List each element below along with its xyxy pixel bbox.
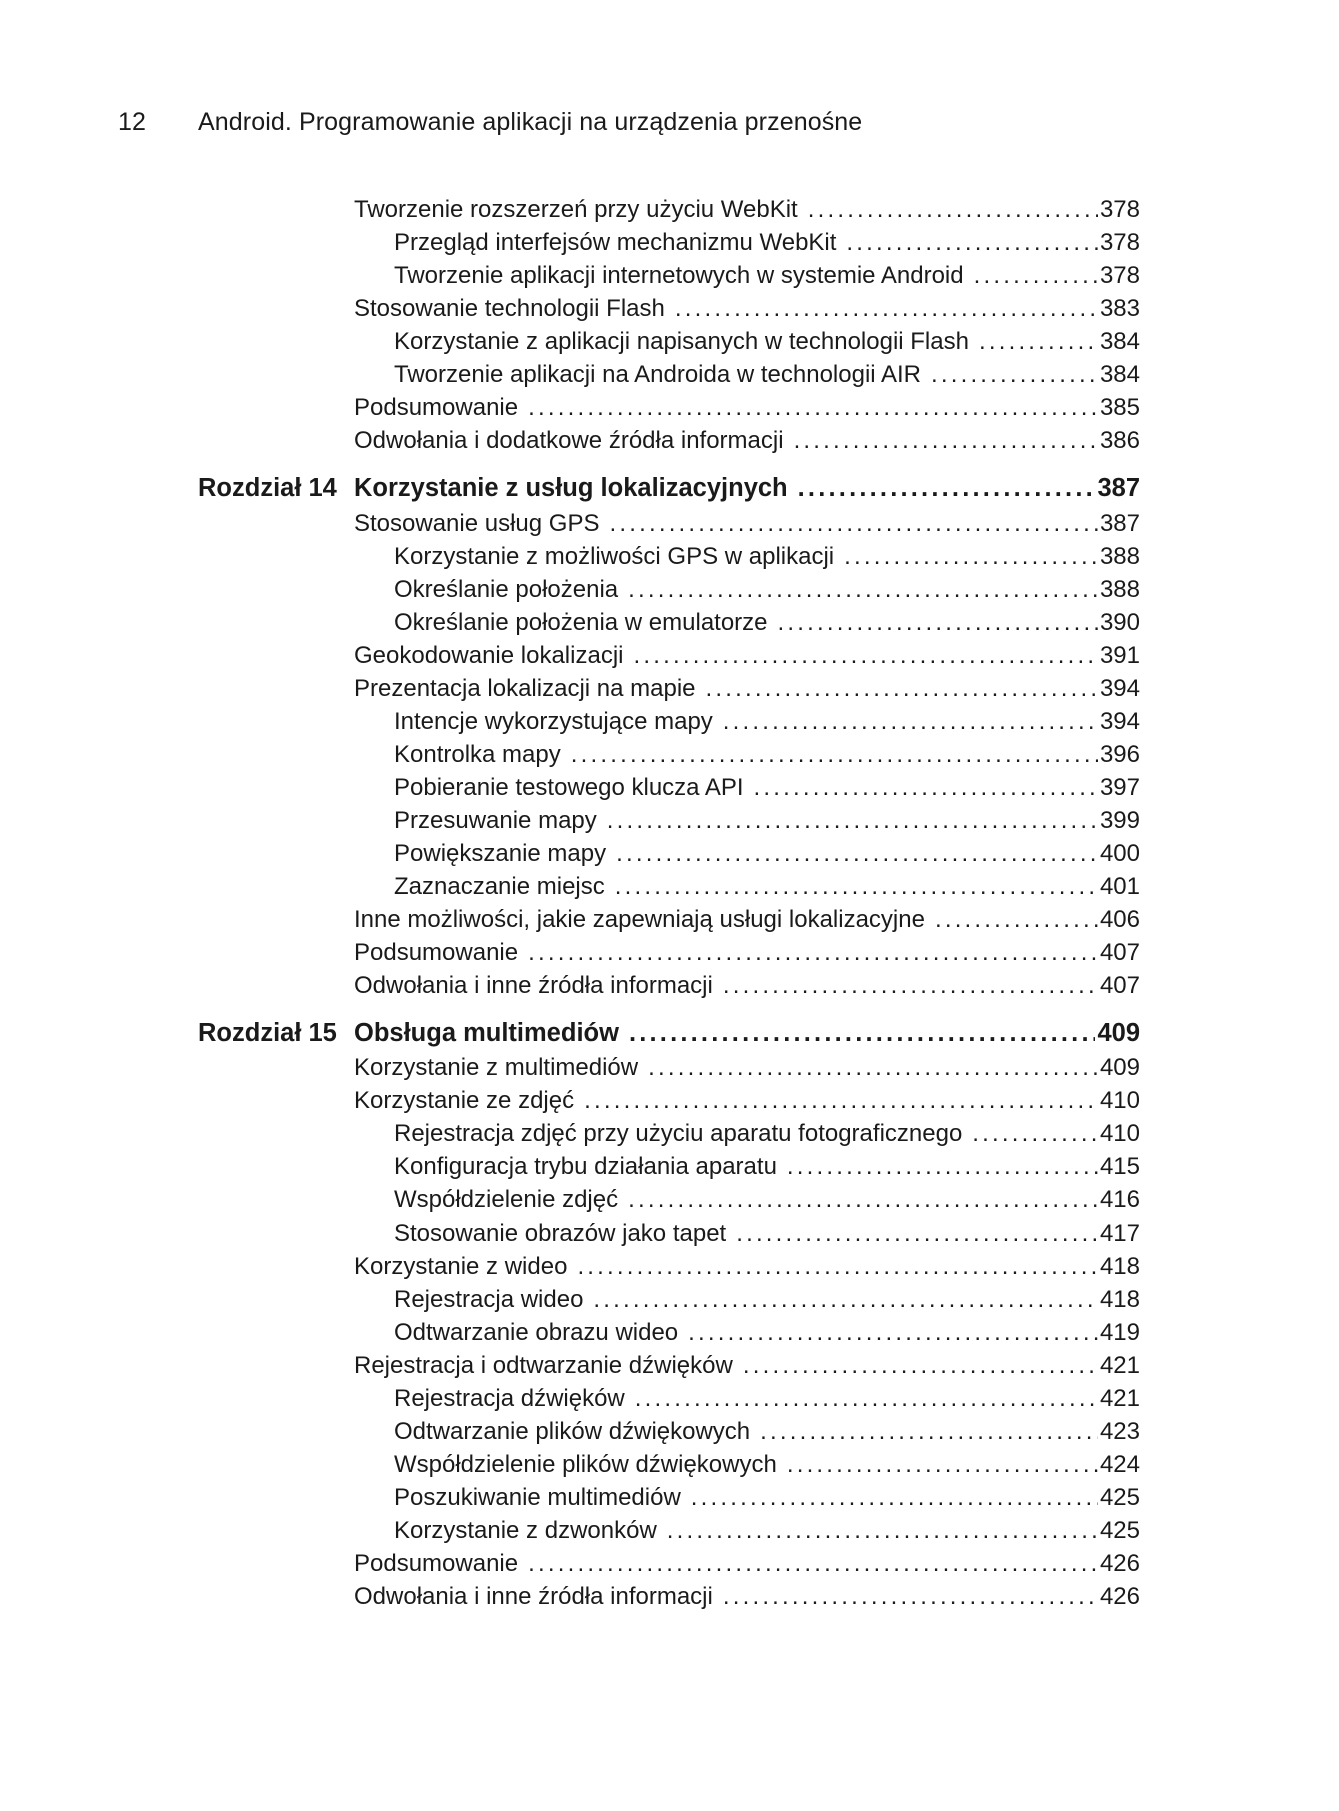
entry-page-number: 383 [1099, 295, 1140, 323]
dot-leader [648, 1051, 1098, 1085]
running-head [118, 108, 862, 137]
entry-title: Odtwarzanie plików dźwiękowych [394, 1417, 751, 1445]
dot-leader [635, 1382, 1098, 1416]
toc-entry-line [394, 1514, 1140, 1548]
entry-page-number: 425 [1099, 1483, 1140, 1511]
dot-leader [628, 1183, 1098, 1217]
entry-title: Określanie położenia [394, 575, 619, 603]
entry-title: Rejestracja i odtwarzanie dźwięków [354, 1351, 733, 1379]
entry-page-number: 387 [1097, 474, 1140, 503]
toc-entry-line [394, 1150, 1140, 1184]
dot-leader [760, 1415, 1098, 1449]
toc-entry [0, 424, 1339, 458]
entry-page-number: 388 [1099, 575, 1140, 603]
toc-entry [0, 1150, 1339, 1184]
dot-leader [743, 1349, 1098, 1383]
dot-leader [607, 804, 1098, 838]
dot-leader [528, 1547, 1098, 1581]
chapter-label: Rozdział 15 [198, 1019, 337, 1048]
toc-entry [0, 804, 1339, 838]
toc-entry-line [394, 1382, 1140, 1416]
toc-entry [0, 705, 1339, 739]
toc-entry-line [394, 837, 1140, 871]
chapter-label: Rozdział 14 [198, 474, 337, 503]
entry-page-number: 425 [1099, 1516, 1140, 1544]
toc-entry [0, 936, 1339, 970]
dot-leader [778, 606, 1098, 640]
entry-title: Obsługa multimediów [354, 1019, 619, 1048]
toc-entry-line [354, 1349, 1140, 1383]
entry-page-number: 401 [1099, 873, 1140, 900]
dot-leader [628, 573, 1098, 607]
dot-leader [616, 837, 1098, 871]
dot-leader [691, 1481, 1098, 1515]
entry-title: Stosowanie technologii Flash [354, 295, 665, 323]
entry-page-number: 417 [1099, 1219, 1140, 1247]
entry-page-number: 423 [1099, 1417, 1140, 1445]
entry-title: Określanie położenia w emulatorze [394, 608, 768, 636]
dot-leader [723, 1580, 1098, 1614]
entry-page-number: 394 [1099, 707, 1140, 735]
dot-leader [615, 870, 1098, 904]
toc-entry [0, 1250, 1339, 1284]
dot-leader [972, 1117, 1098, 1151]
toc-entry [0, 292, 1339, 326]
toc-entry [0, 738, 1339, 772]
toc-entry [0, 1051, 1339, 1085]
entry-title: Odwołania i inne źródła informacji [354, 972, 713, 1000]
entry-page-number: 385 [1099, 394, 1140, 422]
toc-entry [0, 540, 1339, 574]
entry-page-number: 399 [1099, 806, 1140, 834]
entry-title: Tworzenie aplikacji internetowych w systemie Android [394, 262, 964, 290]
toc-entry-line [394, 1448, 1140, 1482]
entry-title: Przegląd interfejsów mechanizmu WebKit [394, 229, 837, 257]
toc-entry-line [354, 1051, 1140, 1085]
toc-entry [0, 606, 1339, 640]
entry-title: Współdzielenie zdjęć [394, 1186, 619, 1214]
dot-leader [935, 903, 1098, 937]
entry-title: Stosowanie usług GPS [354, 509, 600, 537]
entry-title: Współdzielenie plików dźwiękowych [394, 1450, 777, 1478]
entry-title: Podsumowanie [354, 1550, 519, 1577]
dot-leader [723, 969, 1098, 1003]
toc-entry [0, 969, 1339, 1003]
page-number: 12 [118, 108, 147, 136]
toc-entry [0, 1547, 1339, 1581]
entry-title: Konfiguracja trybu działania aparatu [394, 1153, 777, 1181]
entry-title: Prezentacja lokalizacji na mapie [354, 674, 696, 702]
entry-page-number: 407 [1099, 972, 1140, 1000]
toc-entry-line [394, 259, 1140, 293]
entry-title: Tworzenie rozszerzeń przy użyciu WebKit [354, 196, 798, 223]
toc-entry [0, 1415, 1339, 1449]
entry-page-number: 378 [1099, 229, 1140, 257]
entry-title: Korzystanie ze zdjęć [354, 1087, 575, 1115]
entry-page-number: 410 [1099, 1087, 1140, 1115]
entry-title: Zaznaczanie miejsc [394, 873, 605, 900]
entry-page-number: 409 [1097, 1019, 1140, 1048]
toc-entry [0, 1217, 1339, 1251]
toc-entry-line [394, 738, 1140, 772]
chapter-heading [0, 1016, 1339, 1050]
entry-title: Rejestracja wideo [394, 1285, 584, 1313]
toc-entry-line [394, 705, 1140, 739]
dot-leader [528, 936, 1098, 970]
toc-entry-line [354, 471, 1140, 505]
toc-entry [0, 1580, 1339, 1614]
entry-page-number: 416 [1099, 1186, 1140, 1214]
toc-entry-line [354, 507, 1140, 541]
entry-title: Inne możliwości, jakie zapewniają usługi lokalizacyjne [354, 906, 925, 933]
entry-page-number: 388 [1099, 542, 1140, 570]
dot-leader [931, 358, 1098, 392]
dot-leader [974, 259, 1098, 293]
entry-page-number: 424 [1099, 1450, 1140, 1478]
dot-leader [706, 672, 1098, 706]
dot-leader [675, 292, 1098, 326]
toc-entry-line [394, 1283, 1140, 1317]
entry-page-number: 406 [1099, 906, 1140, 933]
toc-entry-line [394, 606, 1140, 640]
dot-leader [577, 1250, 1098, 1284]
toc-entry [0, 1349, 1339, 1383]
dot-leader [593, 1283, 1098, 1317]
toc-entry [0, 1117, 1339, 1151]
entry-page-number: 384 [1099, 361, 1140, 389]
toc-entry-line [394, 804, 1140, 838]
dot-leader [723, 705, 1098, 739]
book-title: Android. Programowanie aplikacji na urządzenia przenośne [198, 108, 863, 136]
entry-title: Intencje wykorzystujące mapy [394, 707, 713, 735]
entry-title: Podsumowanie [354, 939, 519, 967]
entry-title: Kontrolka mapy [394, 740, 561, 768]
toc-entry [0, 1183, 1339, 1217]
chapter-heading [0, 471, 1339, 505]
toc-entry [0, 1481, 1339, 1515]
toc-entry [0, 507, 1339, 541]
dot-leader [633, 639, 1097, 673]
entry-page-number: 384 [1099, 328, 1140, 356]
dot-leader [844, 540, 1098, 574]
entry-page-number: 390 [1099, 608, 1140, 636]
dot-leader [798, 471, 1096, 505]
dot-leader [688, 1316, 1098, 1350]
toc-entry-line [354, 672, 1140, 706]
toc-entry-line [354, 1547, 1140, 1581]
dot-leader [787, 1150, 1098, 1184]
toc-entry-line [354, 936, 1140, 970]
dot-leader [629, 1016, 1096, 1050]
entry-page-number: 400 [1099, 839, 1140, 867]
entry-title: Korzystanie z wideo [354, 1252, 568, 1280]
entry-title: Rejestracja zdjęć przy użyciu aparatu fotograficznego [394, 1120, 963, 1148]
dot-leader [787, 1448, 1098, 1482]
toc-entry [0, 226, 1339, 260]
toc-entry-line [394, 1217, 1140, 1251]
entry-page-number: 415 [1099, 1153, 1140, 1181]
entry-title: Rejestracja dźwięków [394, 1384, 625, 1412]
toc-entry-line [394, 1481, 1140, 1515]
entry-page-number: 409 [1099, 1054, 1140, 1082]
dot-leader [979, 325, 1098, 359]
toc-entry-line [394, 573, 1140, 607]
entry-page-number: 394 [1099, 674, 1140, 702]
entry-page-number: 396 [1099, 740, 1140, 768]
toc-entry [0, 358, 1339, 392]
toc-entry [0, 1316, 1339, 1350]
toc-entry-line [354, 1016, 1140, 1050]
toc-entry-line [394, 358, 1140, 392]
toc-entry-line [354, 391, 1140, 425]
dot-leader [584, 1084, 1098, 1118]
toc-entry [0, 870, 1339, 904]
toc-entry [0, 771, 1339, 805]
toc-entry [0, 639, 1339, 673]
toc-entry [0, 1514, 1339, 1548]
toc-entry-line [394, 1183, 1140, 1217]
entry-page-number: 391 [1099, 641, 1140, 669]
entry-title: Przesuwanie mapy [394, 806, 597, 834]
entry-title: Odwołania i dodatkowe źródła informacji [354, 427, 784, 455]
dot-leader [609, 507, 1097, 541]
entry-page-number: 418 [1099, 1252, 1140, 1280]
entry-title: Korzystanie z dzwonków [394, 1516, 657, 1544]
entry-title: Powiększanie mapy [394, 839, 607, 867]
entry-page-number: 386 [1099, 427, 1140, 455]
entry-page-number: 426 [1099, 1583, 1140, 1610]
toc-entry [0, 903, 1339, 937]
toc-entry-line [354, 1580, 1140, 1614]
entry-title: Stosowanie obrazów jako tapet [394, 1219, 727, 1247]
entry-title: Pobieranie testowego klucza API [394, 773, 744, 801]
entry-page-number: 397 [1099, 773, 1140, 801]
dot-leader [846, 226, 1098, 260]
entry-page-number: 378 [1099, 196, 1140, 223]
entry-title: Tworzenie aplikacji na Androida w technologii AIR [394, 361, 921, 389]
entry-page-number: 418 [1099, 1285, 1140, 1313]
toc-entry [0, 573, 1339, 607]
dot-leader [754, 771, 1098, 805]
dot-leader [736, 1217, 1098, 1251]
toc-entry-line [354, 969, 1140, 1003]
toc-entry-line [394, 325, 1140, 359]
dot-leader [528, 391, 1098, 425]
dot-leader [808, 193, 1098, 227]
toc-entry [0, 193, 1339, 227]
entry-page-number: 421 [1099, 1351, 1140, 1379]
toc-entry-line [394, 1117, 1140, 1151]
toc-entry-line [394, 870, 1140, 904]
entry-page-number: 407 [1099, 939, 1140, 967]
toc-entry [0, 1084, 1339, 1118]
entry-page-number: 378 [1099, 262, 1140, 290]
toc-entry [0, 259, 1339, 293]
entry-title: Odwołania i inne źródła informacji [354, 1583, 713, 1610]
toc-entry [0, 1382, 1339, 1416]
toc-entry-line [354, 1084, 1140, 1118]
toc-entry-line [354, 292, 1140, 326]
entry-page-number: 419 [1099, 1318, 1140, 1346]
toc-entry [0, 1283, 1339, 1317]
toc-entry-line [394, 226, 1140, 260]
toc-entry [0, 837, 1339, 871]
toc-entry-line [354, 1250, 1140, 1284]
entry-page-number: 410 [1099, 1120, 1140, 1148]
toc-entry-line [394, 771, 1140, 805]
entry-page-number: 426 [1099, 1550, 1140, 1577]
toc-entry-line [354, 639, 1140, 673]
entry-title: Geokodowanie lokalizacji [354, 641, 624, 669]
entry-page-number: 387 [1099, 509, 1140, 537]
toc-entry-line [394, 1316, 1140, 1350]
entry-title: Poszukiwanie multimediów [394, 1483, 681, 1511]
entry-title: Korzystanie z aplikacji napisanych w technologii Flash [394, 328, 969, 356]
toc-entry-line [354, 903, 1140, 937]
toc-entry [0, 325, 1339, 359]
toc-entry [0, 1448, 1339, 1482]
dot-leader [571, 738, 1098, 772]
toc-entry [0, 672, 1339, 706]
entry-title: Korzystanie z usług lokalizacyjnych [354, 474, 788, 503]
toc-entry-line [394, 1415, 1140, 1449]
toc-entry-line [354, 424, 1140, 458]
entry-title: Podsumowanie [354, 394, 519, 422]
entry-page-number: 421 [1099, 1384, 1140, 1412]
toc-entry-line [394, 540, 1140, 574]
toc-entry-line [354, 193, 1140, 227]
entry-title: Korzystanie z multimediów [354, 1054, 639, 1082]
toc-entry [0, 391, 1339, 425]
dot-leader [794, 424, 1098, 458]
entry-title: Odtwarzanie obrazu wideo [394, 1318, 679, 1346]
dot-leader [667, 1514, 1098, 1548]
entry-title: Korzystanie z możliwości GPS w aplikacji [394, 542, 835, 570]
